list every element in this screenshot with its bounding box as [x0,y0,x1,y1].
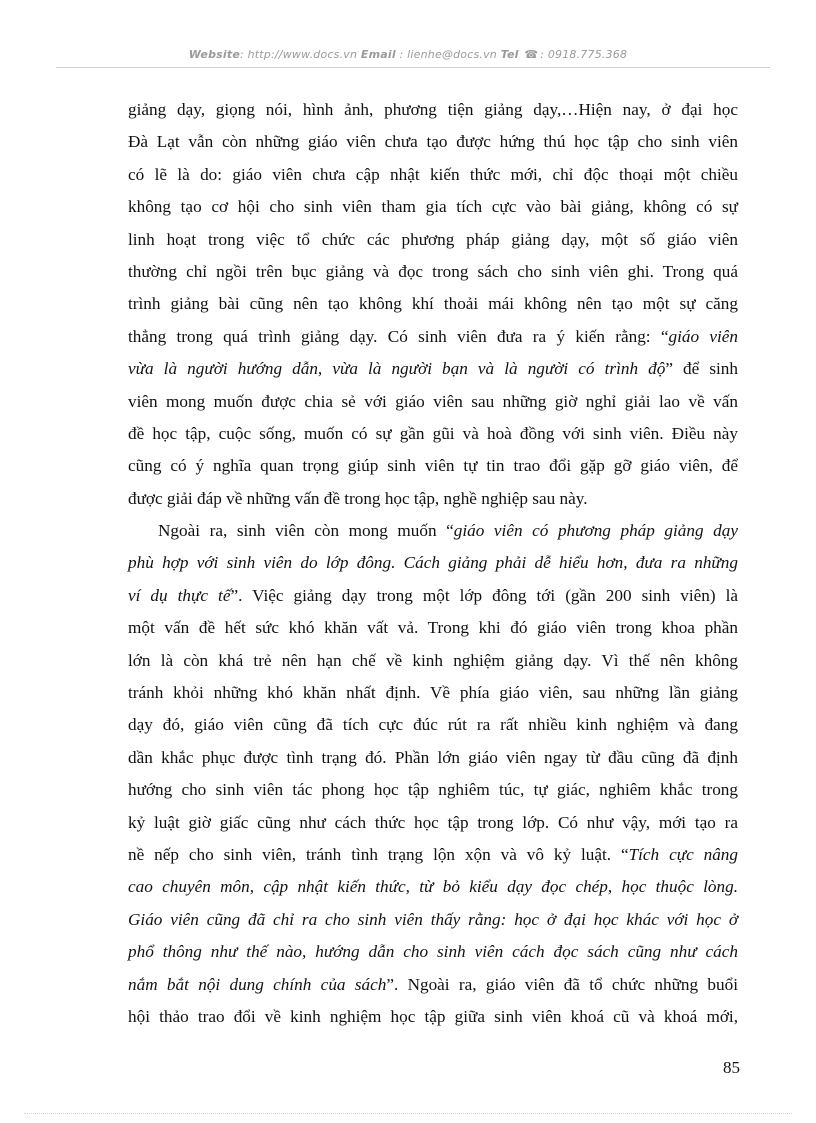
quote-run: ví dụ thực tế [128,585,231,605]
text-run: Ngoài ra, sinh viên còn mong muốn “ [158,521,454,541]
text-run: ” để sinh [665,359,738,379]
quote-run: nắm bắt nội dung chính của sách [128,974,387,994]
text-line: hướng cho sinh viên tác phong học tập nghiêm túc, tự giác, nghiêm khắc trong [128,780,738,800]
tel-value: : 0918.775.368 [540,48,628,61]
text-line: Giáo viên cũng đã chỉ ra cho sinh viên thấy rằng: học ở đại học khác với học ở [128,909,738,929]
text-line [128,321,738,353]
text-line: một vấn đề hết sức khó khăn vất vả. Trong khi đó giáo viên trong khoa phần [128,618,738,638]
website-label: Website [188,48,240,61]
text-line: viên mong muốn được chia sẻ với giáo viên sau những giờ nghỉ giải lao về vấn [128,391,738,411]
text-run: nề nếp cho sinh viên, tránh tình trạng lộn xộn và vô kỷ luật. “ [128,844,629,864]
text-line: phù hợp với sinh viên do lớp đông. Cách giảng phải dễ hiểu hơn, đưa ra những [128,553,738,573]
email-label: Email [360,48,396,61]
text-line [128,515,738,547]
text-line: tránh khỏi những khó khăn nhất định. Về phía giáo viên, sau những lần giảng [128,683,738,703]
paragraph-2 [128,515,738,1033]
paragraph-1 [128,94,738,515]
tel-label: Tel [500,48,519,61]
text-run: thẳng trong quá trình giảng dạy. Có sinh viên đưa ra ý kiến rằng: “ [128,326,669,346]
text-line: hội thảo trao đổi về kinh nghiệm học tập giữa sinh viên khoá cũ và khoá mới, [128,1006,738,1026]
text-run: ”. Ngoài ra, giáo viên đã tổ chức những buổi [386,974,738,994]
header-rule [56,67,770,68]
text-line: cũng có ý nghĩa quan trọng giúp sinh viên tự tin trao đổi gặp gỡ giáo viên, để [128,456,738,476]
page-number: 85 [723,1058,740,1077]
text-line [128,839,738,871]
text-line: dạy đó, giáo viên cũng đã tích cực đúc rút ra rất nhiều kinh nghiệm và đang [128,715,738,735]
text-line: cao chuyên môn, cập nhật kiến thức, từ bỏ kiểu dạy đọc chép, học thuộc lòng. [128,877,738,897]
text-line: linh hoạt trong việc tổ chức các phương pháp giảng dạy, một số giáo viên [128,229,738,249]
bottom-rule [24,1113,792,1114]
quote-run: giáo viên [668,326,739,346]
text-line: Đà Lạt vẫn còn những giáo viên chưa tạo được hứng thú học tập cho sinh viên [128,132,738,152]
email-value: : lienhe@docs.vn [399,48,497,61]
text-line [128,969,738,1001]
text-line [128,580,738,612]
phone-icon: ☎ [524,48,539,61]
page-header [60,48,756,61]
text-line [128,353,738,385]
website-value: : http://www.docs.vn [240,48,358,61]
text-line: lớn là còn khá trẻ nên hạn chế về kinh nghiệm giảng dạy. Vì thế nên không [128,650,738,670]
text-line: phổ thông như thế nào, hướng dẫn cho sinh viên cách đọc sách cũng như cách [128,942,738,962]
text-line: không tạo cơ hội cho sinh viên tham gia tích cực vào bài giảng, không có sự [128,197,738,217]
text-line: giảng dạy, giọng nói, hình ảnh, phương tiện giảng dạy,…Hiện nay, ở đại học [128,100,738,119]
text-line: đề học tập, cuộc sống, muốn có sự gần gũi và hoà đồng với sinh viên. Điều này [128,423,738,443]
text-line: trình giảng bài cũng nên tạo không khí thoải mái không nên tạo một sự căng [128,294,738,314]
text-line: dần khắc phục được tình trạng đó. Phần lớn giáo viên ngay từ đầu cũng đã định [128,747,738,767]
text-line: kỷ luật giờ giấc cũng như cách thức học tập trong lớp. Có như vậy, mới tạo ra [128,812,738,832]
quote-run: Tích cực nâng [628,844,738,864]
quote-run: giáo viên có phương pháp giảng dạy [453,521,738,541]
text-run: ”. Việc giảng dạy trong một lớp đông tới (gần 200 sinh viên) là [230,585,738,605]
body-text [128,94,738,1033]
text-line: thường chỉ ngồi trên bục giảng và đọc trong sách cho sinh viên ghi. Trong quá [128,261,738,281]
text-line: có lẽ là do: giáo viên chưa cập nhật kiến thức mới, chỉ độc thoại một chiều [128,164,738,184]
quote-run: vừa là người hướng dẫn, vừa là người bạn và là người có trình độ [128,359,666,379]
text-line: được giải đáp về những vấn đề trong học tập, nghề nghiệp sau này. [128,488,588,508]
